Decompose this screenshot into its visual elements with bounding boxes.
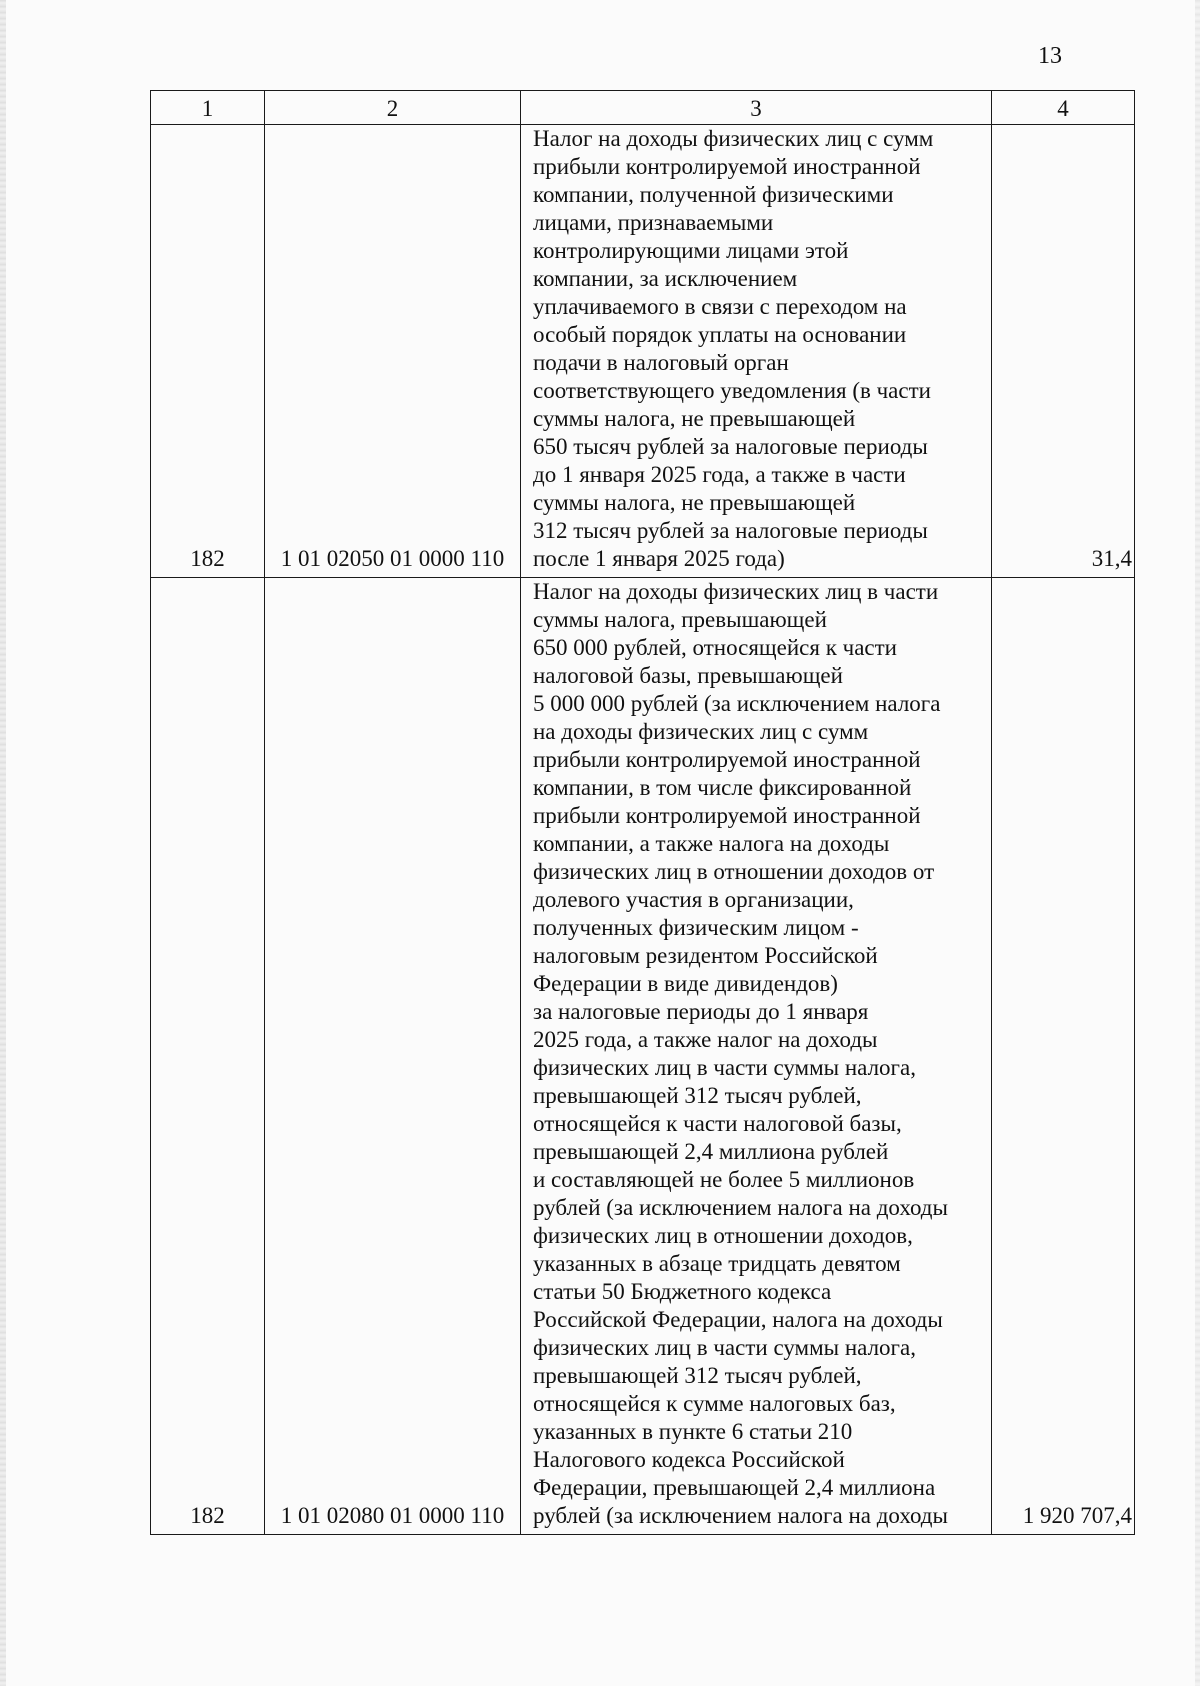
- budget-code-cell: 1 01 02080 01 0000 110: [265, 578, 521, 1535]
- page-number: 13: [1038, 43, 1062, 69]
- admin-code-cell: 182: [151, 578, 265, 1535]
- column-header-3: [521, 91, 992, 125]
- column-header-label: 2: [386, 95, 399, 121]
- budget-code-cell: 1 01 02050 01 0000 110: [265, 125, 521, 578]
- revenue-name-cell: Налог на доходы физических лиц в части суммы налога, превышающей 650 000 рублей, относящейся к части налоговой базы, превышающей 5 000 000 рублей (за исключением налога на доходы физических лиц с сумм прибыли контролируемой иностранной компании, в том числе фиксированной прибыли контролируемой иностранной компании, а также налога на доходы физических лиц в отношении доходов от долевого участия в организации, полученных физическим лицом - налоговым резидентом Российской Федерации в виде дивидендов) за налоговые периоды до 1 января 2025 года, а также налог на доходы физических лиц в части суммы налога, превышающей 312 тысяч рублей, относящейся к части налоговой базы, превышающей 2,4 миллиона рублей и составляющей не более 5 миллионов рублей (за исключением налога на доходы физических лиц в отношении доходов, указанных в абзаце тридцать девятом статьи 50 Бюджетного кодекса Российской Федерации, налога на доходы физических лиц в части суммы налога, превышающей 312 тысяч рублей, относящейся к сумме налоговых баз, указанных в пункте 6 статьи 210 Налогового кодекса Российской Федерации, превышающей 2,4 миллиона рублей (за исключением налога на доходы: [521, 578, 992, 1535]
- scan-left-edge: [0, 0, 6, 1686]
- amount-cell: 1 920 707,4: [992, 578, 1135, 1535]
- scan-right-edge: [1195, 0, 1200, 1686]
- admin-code-cell: 182: [151, 125, 265, 578]
- table-header-row: [151, 91, 1135, 125]
- column-header-label: 3: [750, 95, 762, 121]
- column-header-4: [992, 91, 1135, 125]
- table-row: [151, 578, 1135, 1535]
- column-header-label: 1: [201, 95, 214, 121]
- amount-cell: 31,4: [992, 125, 1135, 578]
- column-header-1: [151, 91, 265, 125]
- column-header-label: 4: [1057, 95, 1069, 121]
- revenue-name-cell: Налог на доходы физических лиц с сумм прибыли контролируемой иностранной компании, полученной физическими лицами, признаваемыми контролирующими лицами этой компании, за исключением уплачиваемого в связи с переходом на особый порядок уплаты на основании подачи в налоговый орган соответствующего уведомления (в части суммы налога, не превышающей 650 тысяч рублей за налоговые периоды до 1 января 2025 года, а также в части суммы налога, не превышающей 312 тысяч рублей за налоговые периоды после 1 января 2025 года): [521, 125, 992, 578]
- column-header-2: [265, 91, 521, 125]
- table-row: [151, 125, 1135, 578]
- revenue-table: [150, 90, 1135, 1535]
